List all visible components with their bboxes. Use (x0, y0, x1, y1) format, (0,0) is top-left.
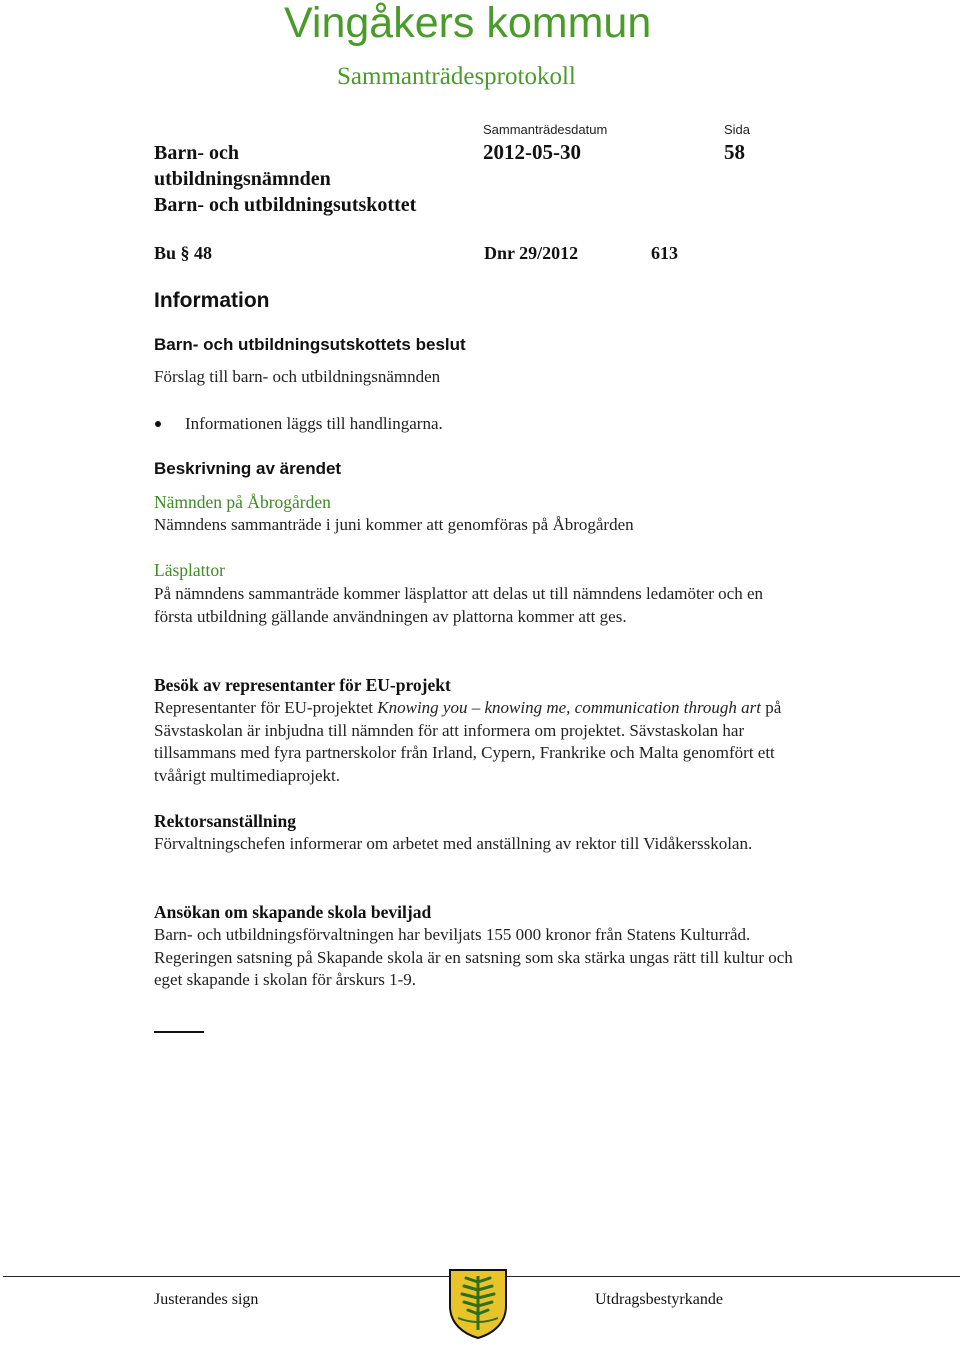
municipal-crest-icon (446, 1268, 510, 1340)
meeting-date: 2012-05-30 (483, 140, 581, 164)
skapande-body: Barn- och utbildningsförvaltningen har beviljats 155 000 kronor från Statens Kulturråd. Regeringen satsning på Skapande skola är en satsning som ska stärka ungas rätt till kultur och eget skapande i skolan för årskurs 1-9. (154, 925, 793, 990)
organization-title: Vingåkers kommun (284, 0, 652, 47)
document-type: Sammanträdesprotokoll (337, 63, 576, 90)
eu-heading: Besök av representanter för EU-projekt (154, 675, 451, 695)
rektor-heading: Rektorsanställning (154, 811, 296, 831)
lasplattor-body: På nämndens sammanträde kommer läsplattor att delas ut till nämndens ledamöter och en första utbildning gällande användningen av plattorna kommer att ges. (154, 584, 763, 626)
paragraph-number: Bu § 48 (154, 243, 213, 263)
footer-justerandes-sign: Justerandes sign (154, 1291, 259, 1308)
page-number: 58 (724, 140, 745, 164)
meeting-date-label: Sammanträdesdatum (483, 122, 608, 137)
eu-body-rest: på Sävstaskolan är inbjudna till nämnden för att informera om projektet. Sävstaskolan har tillsammans med fyra partnerskolor från Irland, Cypern, Frankrike och Malta genomfört ett tvåårigt multimediaprojekt. (154, 698, 782, 786)
decision-bullet: Informationen läggs till handlingarna. (185, 414, 443, 433)
eu-body (154, 697, 804, 788)
lasplattor-heading: Läsplattor (154, 560, 225, 580)
body-name-line-2: utbildningsnämnden (154, 168, 331, 190)
decision-heading: Barn- och utbildningsutskottets beslut (154, 335, 466, 354)
skapande-heading: Ansökan om skapande skola beviljad (154, 902, 432, 922)
case-code: 613 (651, 243, 678, 263)
abrogarden-heading: Nämnden på Åbrogården (154, 492, 331, 512)
page-label: Sida (724, 122, 751, 137)
section-title: Information (154, 289, 270, 312)
case-number: Dnr 29/2012 (484, 243, 579, 263)
body-name-line-1: Barn- och (154, 142, 239, 164)
eu-project-name: Knowing you – knowing me, communication through art (377, 698, 762, 717)
end-rule (154, 1031, 204, 1033)
bullet-icon (155, 421, 161, 427)
rektor-body: Förvaltningschefen informerar om arbetet med anställning av rektor till Vidåkersskolan. (154, 834, 753, 853)
abrogarden-body: Nämndens sammanträde i juni kommer att genomföras på Åbrogården (154, 515, 634, 534)
description-heading: Beskrivning av ärendet (154, 459, 342, 478)
footer-utdragsbestyrkande: Utdragsbestyrkande (595, 1291, 723, 1308)
body-name-line-3: Barn- och utbildningsutskottet (154, 194, 417, 216)
proposal-text: Förslag till barn- och utbildningsnämnden (154, 367, 441, 386)
eu-body-intro: Representanter för EU-projektet (154, 698, 378, 717)
